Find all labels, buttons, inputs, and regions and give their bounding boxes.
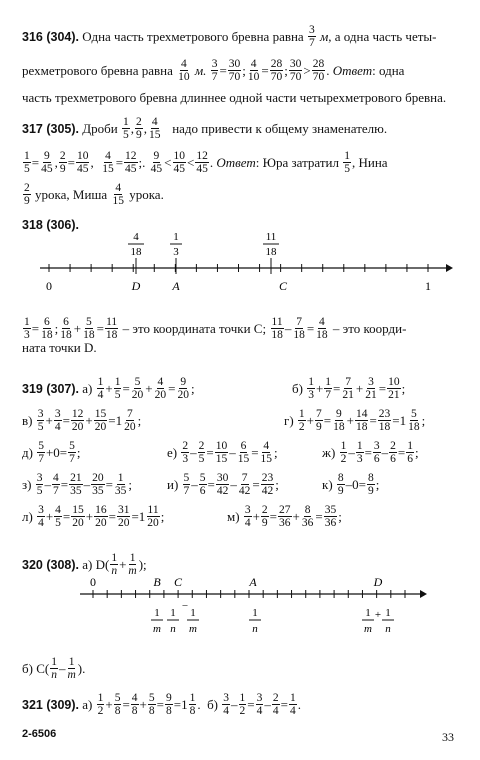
problem-number: 316 (304). [22, 29, 79, 44]
fraction: $\frac{1}{3}$ [308, 376, 314, 401]
fraction: $\frac{30}{42}$ [216, 472, 229, 497]
svg-text:–: – [182, 600, 188, 611]
svg-text:4: 4 [133, 231, 139, 243]
fraction: $\frac{10}{45}$ [173, 150, 185, 175]
svg-text:11: 11 [265, 231, 277, 243]
fraction: $\frac{3}{5}$ [36, 472, 43, 497]
fraction: $\frac{3}{21}$ [365, 376, 377, 401]
fraction: $\frac{5}{18}$ [408, 408, 420, 433]
item-label: г) [284, 412, 294, 428]
fraction: $\frac{15}{20}$ [94, 408, 107, 433]
problem-319-item-zh: ж) $\frac{1}{2}$ – $\frac{1}{3}$ = $\frac{3}{6}$ – $\frac{2}{6}$ = $\frac{1}{6}$ ; [322, 440, 419, 465]
fraction: $\frac{8}{9}$ [368, 472, 374, 497]
fraction: $\frac{23}{18}$ [378, 408, 391, 433]
number-line-318 [0, 228, 480, 298]
fraction: $\frac{27}{36}$ [279, 504, 291, 529]
svg-text:n: n [385, 623, 391, 635]
below-fractions [151, 600, 394, 635]
fraction: $\frac{16}{20}$ [95, 504, 107, 529]
fraction: $\frac{3}{4}$ [54, 408, 61, 433]
text: : Юра затратил [255, 154, 339, 170]
label-A: A [249, 575, 257, 589]
fraction: $\frac{3}{7}$ [308, 24, 315, 49]
problem-320-line1: 320 (308). а) D( $\frac{1}{n}$ + $\frac{1}{m}$ ); [22, 552, 147, 577]
problem-number: 319 (307). [22, 381, 79, 396]
svg-text:1: 1 [154, 607, 160, 619]
fraction: $\frac{2}{9}$ [59, 150, 66, 175]
problem-number: 321 (309). [22, 697, 79, 712]
problem-319-item-g: г) $\frac{1}{2}$ + $\frac{7}{9}$ = $\frac{9}{18}$ + $\frac{14}{18}$ = $\frac{23}{18}$ = 1 $\frac{5}{18}$ ; [284, 408, 426, 433]
text: ); [138, 556, 147, 572]
label-0: 0 [46, 279, 52, 293]
top-fraction [170, 231, 182, 258]
fraction: $\frac{3}{5}$ [37, 408, 44, 433]
label-C: C [173, 575, 183, 589]
fraction: $\frac{10}{21}$ [388, 376, 400, 401]
item-label: д) [22, 444, 33, 460]
fraction: $\frac{9}{20}$ [177, 376, 189, 401]
problem-number: 317 (305). [22, 121, 79, 136]
fraction: $\frac{4}{7}$ [52, 472, 59, 497]
text: , Нина [351, 154, 388, 170]
fraction: $\frac{30}{70}$ [228, 58, 241, 83]
text: б) C( [22, 660, 50, 676]
fraction: $\frac{31}{20}$ [117, 504, 130, 529]
problem-316-line2: рехметрового бревна равна $\frac{4}{10}$ м. $\frac{3}{7}$ = $\frac{30}{70}$ ; $\frac{4}{10}$ = $\frac{28}{70}$ ; $\frac{30}{70}$ > $\frac{28}{70}$ . Ответ : одна [22, 58, 405, 83]
problem-319-item-a: 319 (307). а) $\frac{1}{4}$ + $\frac{1}{5}$ = $\frac{5}{20}$ + $\frac{4}{20}$ = $\frac{9}{20}$ ; [22, 376, 195, 401]
fraction: $\frac{4}{15}$ [112, 182, 124, 207]
fraction: $\frac{1}{4}$ [97, 376, 104, 401]
problem-317-line3 [22, 182, 164, 207]
label-B: B [153, 575, 161, 589]
fraction: $\frac{8}{36}$ [301, 504, 314, 529]
fraction: $\frac{4}{10}$ [178, 58, 190, 83]
problem-319-item-e: е) $\frac{2}{3}$ – $\frac{2}{5}$ = $\frac{10}{15}$ – $\frac{6}{15}$ = $\frac{4}{15}$ ; [167, 440, 278, 465]
fraction: $\frac{1}{3}$ [356, 440, 363, 465]
fraction: $\frac{9}{18}$ [333, 408, 345, 433]
fraction: $\frac{3}{6}$ [373, 440, 380, 465]
fraction: $\frac{1}{5}$ [344, 150, 350, 175]
svg-text:3: 3 [173, 246, 179, 258]
text: Одна часть трехметрового бревна равна [82, 28, 304, 44]
fraction: $\frac{6}{15}$ [237, 440, 250, 465]
problem-316-line1 [22, 24, 436, 49]
label-D: D [373, 575, 383, 589]
svg-text:1: 1 [173, 231, 179, 243]
text: урока. [129, 186, 164, 202]
problem-318-eq2 [22, 340, 97, 356]
problem-317-line2: $\frac{1}{5}$ = $\frac{9}{45}$ , $\frac{2}{9}$ = $\frac{10}{45}$ , $\frac{4}{15}$ = $\frac{12}{45}$ ;. $\frac{9}{45}$ < $\frac{10}{45}$ < $\frac{12}{45}$ . Ответ : Юра затратил $\frac{1}{5}$ , Нина [24, 150, 388, 175]
svg-text:1: 1 [170, 607, 176, 619]
fraction: $\frac{5}{7}$ [69, 440, 75, 465]
problem-number: 320 (308). [22, 557, 79, 572]
svg-text:n: n [252, 623, 258, 635]
text: урока, Миша [35, 186, 108, 202]
fraction: $\frac{35}{36}$ [324, 504, 337, 529]
footer-code: 2-6506 [22, 728, 57, 740]
item-label: л) [22, 508, 33, 524]
fraction: $\frac{7}{21}$ [342, 376, 354, 401]
text: а) D( [82, 556, 110, 572]
fraction: $\frac{10}{45}$ [76, 150, 89, 175]
svg-text:n: n [170, 623, 176, 635]
fraction: $\frac{2}{9}$ [135, 116, 142, 141]
fraction: $\frac{1}{5}$ [122, 116, 129, 141]
fraction: $\frac{1}{5}$ [114, 376, 121, 401]
text: , а одна часть четы- [328, 28, 437, 44]
fraction: $\frac{4}{15}$ [102, 150, 114, 175]
text: надо привести к общему знаменателю. [172, 120, 388, 136]
svg-text:m: m [364, 623, 372, 635]
fraction: $\frac{23}{42}$ [261, 472, 274, 497]
fraction: $\frac{2}{5}$ [198, 440, 205, 465]
answer-label: Ответ [216, 154, 256, 170]
item-label: а) [82, 380, 93, 396]
fraction: $\frac{2}{9}$ [261, 504, 268, 529]
problem-319-item-k: к) $\frac{8}{9}$ – 0 = $\frac{8}{9}$ ; [322, 472, 380, 497]
text: Дроби [82, 120, 118, 136]
fraction: $\frac{4}{15}$ [260, 440, 273, 465]
label-1: 1 [425, 279, 431, 293]
page-number: 33 [442, 730, 454, 744]
label-C: C [278, 279, 288, 293]
item-label: в) [22, 412, 33, 428]
svg-text:1: 1 [385, 607, 391, 619]
fraction: $\frac{9}{45}$ [41, 150, 53, 175]
item-label: б) [292, 380, 303, 396]
svg-text:m: m [153, 623, 161, 635]
label-A: A [172, 279, 180, 293]
fraction: $\frac{2}{6}$ [390, 440, 396, 465]
svg-text:18: 18 [130, 246, 142, 258]
fraction: $\frac{7}{20}$ [124, 408, 136, 433]
fraction: $\frac{21}{35}$ [70, 472, 82, 497]
fraction: $\frac{5}{20}$ [131, 376, 144, 401]
fraction: $\frac{5}{7}$ [38, 440, 44, 465]
problem-316-line3 [22, 90, 446, 106]
unit: м. [194, 62, 207, 78]
fraction: $\frac{14}{18}$ [355, 408, 368, 433]
fraction: $\frac{10}{15}$ [215, 440, 228, 465]
fraction: $\frac{1}{2}$ [340, 440, 347, 465]
fraction: $\frac{7}{9}$ [316, 408, 322, 433]
fraction: $\frac{1}{7}$ [325, 376, 332, 401]
number-line-320 [0, 572, 480, 644]
fraction: $\frac{5}{6}$ [199, 472, 206, 497]
fraction: $\frac{4}{10}$ [247, 58, 260, 83]
item-label: е) [167, 444, 178, 460]
svg-text:m: m [189, 623, 197, 635]
problem-319-item-v: в) $\frac{3}{5}$ + $\frac{3}{4}$ = $\frac{12}{20}$ + $\frac{15}{20}$ = 1 $\frac{7}{20}$ ; [22, 408, 142, 433]
fraction: $\frac{11}{20}$ [147, 504, 159, 529]
problem-319-item-m: м) $\frac{3}{4}$ + $\frac{2}{9}$ = $\frac{27}{36}$ + $\frac{8}{36}$ = $\frac{35}{36}$ ; [227, 504, 342, 529]
text: – это коорди- [332, 320, 407, 336]
top-fraction [263, 231, 279, 258]
problem-320-line2: б) C( $\frac{1}{n}$ – $\frac{1}{m}$ ). [22, 656, 86, 681]
fraction: $\frac{9}{45}$ [150, 150, 163, 175]
text: ната точки D. [22, 340, 97, 355]
item-label: м) [227, 508, 240, 524]
top-fraction [128, 231, 144, 258]
fraction: $\frac{12}{45}$ [125, 150, 137, 175]
fraction: $\frac{2}{9}$ [24, 182, 30, 207]
problem-number: 318 (306). [22, 218, 79, 232]
fraction: $\frac{1}{2}$ [298, 408, 305, 433]
text: рехметрового бревна равна [22, 62, 173, 78]
problem-321: 321 (309). а) $\frac{1}{2}$ + $\frac{5}{8}$ = $\frac{4}{8}$ + $\frac{5}{8}$ = $\frac{9}{8}$ = 1 $\frac{1}{8}$ . б) $\frac{3}{4}$ – $\frac{1}{2}$ = $\frac{3}{4}$ – $\frac{2}{4}$ = $\frac{1}{4}$ . [22, 692, 301, 717]
text: – это координата точки С; [122, 320, 267, 336]
fraction: $\frac{15}{20}$ [72, 504, 84, 529]
problem-319-item-l: л) $\frac{3}{4}$ + $\frac{4}{5}$ = $\frac{15}{20}$ + $\frac{16}{20}$ = $\frac{31}{20}$ = 1 $\frac{11}{20}$ ; [22, 504, 165, 529]
svg-text:1: 1 [190, 607, 196, 619]
fraction: $\frac{4}{20}$ [154, 376, 167, 401]
svg-text:1: 1 [252, 607, 258, 619]
unit: м [319, 28, 329, 44]
fraction: $\frac{28}{70}$ [312, 58, 325, 83]
problem-317-line1: 317 (305). Дроби $\frac{1}{5}$ , $\frac{2}{9}$ , $\frac{4}{15}$ надо привести к общему знаменателю. [22, 116, 388, 141]
fraction: $\frac{30}{70}$ [289, 58, 302, 83]
fraction: $\frac{3}{4}$ [38, 504, 44, 529]
item-label: к) [322, 476, 333, 492]
problem-319-item-b: б) $\frac{1}{3}$ + $\frac{1}{7}$ = $\frac{7}{21}$ + $\frac{3}{21}$ = $\frac{10}{21}$ ; [292, 376, 406, 401]
fraction: $\frac{1}{5}$ [24, 150, 30, 175]
problem-319-item-d: д) $\frac{5}{7}$ + 0 = $\frac{5}{7}$ ; [22, 440, 81, 465]
fraction: $\frac{4}{5}$ [55, 504, 61, 529]
svg-text:18: 18 [265, 246, 277, 258]
fraction: $\frac{1}{35}$ [114, 472, 127, 497]
item-label: ж) [322, 444, 336, 460]
text: часть трехметрового бревна длиннее одной части четырехметрового бревна. [22, 90, 447, 105]
item-label: з) [22, 476, 32, 492]
fraction: $\frac{3}{7}$ [211, 58, 218, 83]
problem-319-item-z: з) $\frac{3}{5}$ – $\frac{4}{7}$ = $\frac{21}{35}$ – $\frac{20}{35}$ = $\frac{1}{35}$ ; [22, 472, 133, 497]
label-D: D [131, 279, 141, 293]
item-label: и) [167, 476, 179, 492]
fraction: $\frac{8}{9}$ [337, 472, 344, 497]
problem-319-item-i: и) $\frac{5}{7}$ – $\frac{5}{6}$ = $\frac{30}{42}$ – $\frac{7}{42}$ = $\frac{23}{42}$ ; [167, 472, 279, 497]
text: ). [77, 660, 86, 676]
fraction: $\frac{2}{3}$ [182, 440, 189, 465]
svg-text:1: 1 [365, 607, 371, 619]
fraction: $\frac{7}{42}$ [238, 472, 251, 497]
problem-318-eq1: $\frac{1}{3}$ = $\frac{6}{18}$ ; $\frac{6}{18}$ + $\frac{5}{18}$ = $\frac{11}{18}$ – это координата точки С; $\frac{11}{18}$ – $\frac{7}{18}$ = $\frac{4}{18}$ – это коорди- [24, 316, 407, 341]
answer-label: Ответ [332, 62, 373, 78]
fraction: $\frac{28}{70}$ [270, 58, 283, 83]
fraction: $\frac{4}{15}$ [148, 116, 161, 141]
fraction: $\frac{5}{7}$ [183, 472, 190, 497]
fraction: $\frac{12}{20}$ [71, 408, 84, 433]
svg-text:+: + [374, 609, 382, 621]
fraction: $\frac{3}{4}$ [244, 504, 251, 529]
text: : одна [372, 62, 405, 78]
fraction: $\frac{1}{6}$ [407, 440, 413, 465]
fraction: $\frac{12}{45}$ [196, 150, 208, 175]
label-0: 0 [90, 575, 96, 589]
fraction: $\frac{20}{35}$ [92, 472, 104, 497]
